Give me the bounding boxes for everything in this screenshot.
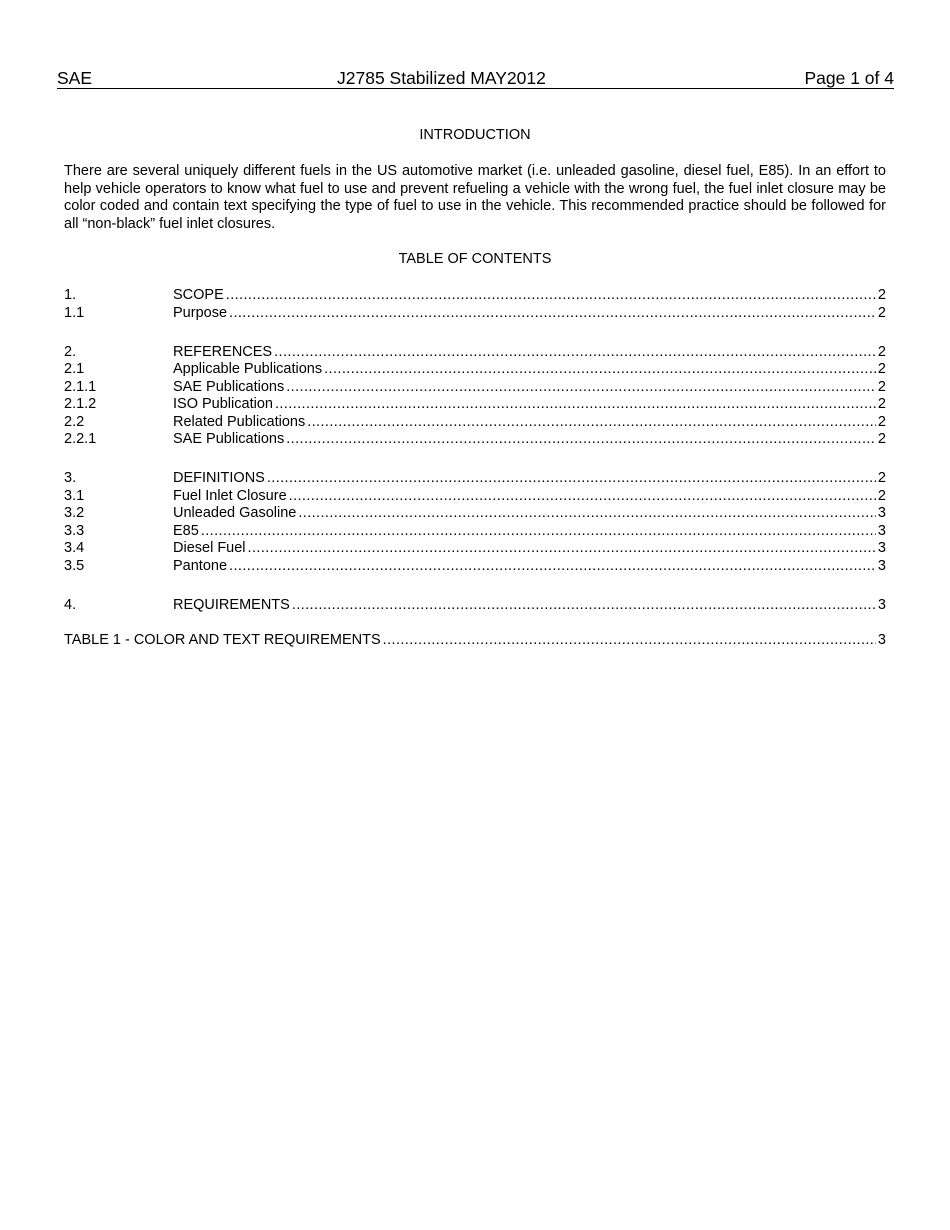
toc-entry-number: 1.1 bbox=[64, 304, 85, 321]
toc-entry-page: 3 bbox=[877, 557, 886, 574]
toc-dot-leader bbox=[274, 344, 876, 362]
toc-entry-title: Pantone bbox=[173, 557, 228, 574]
toc-entry-number: 2.1.2 bbox=[64, 396, 97, 412]
toc-entry-title: TABLE 1 - COLOR AND TEXT REQUIREMENTS bbox=[64, 632, 381, 648]
toc-entry[interactable] bbox=[64, 344, 886, 362]
toc-entry[interactable] bbox=[64, 540, 886, 558]
toc-entry-page: 2 bbox=[877, 378, 886, 395]
toc-entry-number: 2.2 bbox=[64, 413, 85, 430]
toc-entry[interactable] bbox=[64, 488, 886, 506]
toc-entry[interactable] bbox=[64, 431, 886, 449]
toc-entry-title: Related Publications bbox=[173, 413, 306, 430]
toc-entry-number: 2.2.1 bbox=[64, 431, 97, 447]
toc-entry-title: SCOPE bbox=[173, 287, 224, 303]
toc-dot-leader bbox=[292, 597, 876, 615]
toc-dot-leader bbox=[275, 396, 876, 414]
toc-heading: TABLE OF CONTENTS bbox=[398, 251, 552, 267]
toc-entry-page: 3 bbox=[877, 522, 886, 539]
toc-entry-page: 2 bbox=[877, 343, 886, 360]
toc-entry-title: Unleaded Gasoline bbox=[173, 505, 297, 521]
toc-entry-page: 2 bbox=[877, 431, 886, 447]
toc-entry-number: 2. bbox=[64, 343, 77, 360]
toc-dot-leader bbox=[286, 379, 876, 397]
toc-entry-title: SAE Publications bbox=[173, 378, 285, 395]
toc-entry[interactable] bbox=[64, 287, 886, 305]
toc-entry[interactable] bbox=[64, 379, 886, 397]
introduction-heading: INTRODUCTION bbox=[419, 127, 531, 143]
toc-entry[interactable] bbox=[64, 558, 886, 576]
toc-dot-leader bbox=[201, 523, 876, 541]
toc-entry-number: 4. bbox=[64, 596, 77, 613]
toc-entry[interactable] bbox=[64, 305, 886, 323]
toc-entry-title: Applicable Publications bbox=[173, 361, 323, 377]
toc-table-entry[interactable] bbox=[64, 632, 886, 650]
toc-entry-number: 1. bbox=[64, 287, 77, 303]
toc-entry[interactable] bbox=[64, 361, 886, 379]
toc-entry-title: Fuel Inlet Closure bbox=[173, 487, 287, 504]
toc-dot-leader bbox=[229, 558, 876, 576]
toc-entry-page: 3 bbox=[877, 632, 886, 648]
toc-entry-title: ISO Publication bbox=[173, 396, 273, 412]
toc-dot-leader bbox=[267, 470, 876, 488]
toc-entry-number: 2.1 bbox=[64, 361, 85, 377]
toc-entry-number: 3.2 bbox=[64, 505, 85, 521]
toc-entry-title: Diesel Fuel bbox=[173, 540, 246, 556]
toc-entry[interactable] bbox=[64, 523, 886, 541]
toc-entry[interactable] bbox=[64, 396, 886, 414]
toc-dot-leader bbox=[226, 287, 876, 305]
toc-entry-number: 3.5 bbox=[64, 557, 85, 574]
toc-dot-leader bbox=[286, 431, 876, 449]
toc-dot-leader bbox=[307, 414, 876, 432]
table-of-contents bbox=[64, 287, 886, 650]
toc-entry-page: 2 bbox=[877, 396, 886, 412]
toc-entry-title: Purpose bbox=[173, 304, 228, 321]
toc-entry-number: 3.3 bbox=[64, 522, 85, 539]
toc-entry-title: E85 bbox=[173, 522, 199, 539]
toc-entry[interactable] bbox=[64, 505, 886, 523]
toc-entry-number: 3.4 bbox=[64, 540, 85, 556]
header-page-number: Page 1 of 4 bbox=[804, 68, 894, 88]
toc-entry-page: 2 bbox=[877, 487, 886, 504]
toc-dot-leader bbox=[248, 540, 876, 558]
toc-entry-title: REQUIREMENTS bbox=[173, 596, 290, 613]
toc-dot-leader bbox=[383, 632, 876, 650]
toc-entry-page: 2 bbox=[877, 413, 886, 430]
toc-dot-leader bbox=[289, 488, 876, 506]
toc-dot-leader bbox=[298, 505, 876, 523]
toc-entry[interactable] bbox=[64, 470, 886, 488]
toc-entry-number: 2.1.1 bbox=[64, 378, 97, 395]
header-organization: SAE bbox=[57, 68, 93, 88]
toc-entry-title: REFERENCES bbox=[173, 343, 273, 360]
toc-entry-title: DEFINITIONS bbox=[173, 470, 265, 486]
toc-entry-page: 2 bbox=[877, 470, 886, 486]
toc-entry-page: 2 bbox=[877, 361, 886, 377]
toc-entry-page: 2 bbox=[877, 304, 886, 321]
toc-entry-title: SAE Publications bbox=[173, 431, 285, 447]
introduction-paragraph: There are several uniquely different fuels in the US automotive market (i.e. unleaded gasoline, diesel fuel, E85). In an effort to help vehicle operators to know what fuel to use and prevent refueling a vehicle with the wrong fuel, the fuel inlet closure may be color coded and contain text specifying the type of fuel to use in the vehicle. This recommended practice should be followed for all “non-black” fuel inlet closures. bbox=[64, 163, 886, 232]
toc-entry-number: 3.1 bbox=[64, 487, 85, 504]
toc-entry[interactable] bbox=[64, 597, 886, 615]
toc-entry[interactable] bbox=[64, 414, 886, 432]
toc-dot-leader bbox=[229, 305, 876, 323]
page-header bbox=[57, 68, 894, 89]
toc-entry-page: 3 bbox=[877, 540, 886, 556]
toc-entry-page: 2 bbox=[877, 287, 886, 303]
toc-dot-leader bbox=[324, 361, 876, 379]
toc-entry-page: 3 bbox=[877, 596, 886, 613]
header-document-id: J2785 Stabilized MAY2012 bbox=[337, 68, 546, 88]
toc-entry-page: 3 bbox=[877, 505, 886, 521]
toc-entry-number: 3. bbox=[64, 470, 77, 486]
